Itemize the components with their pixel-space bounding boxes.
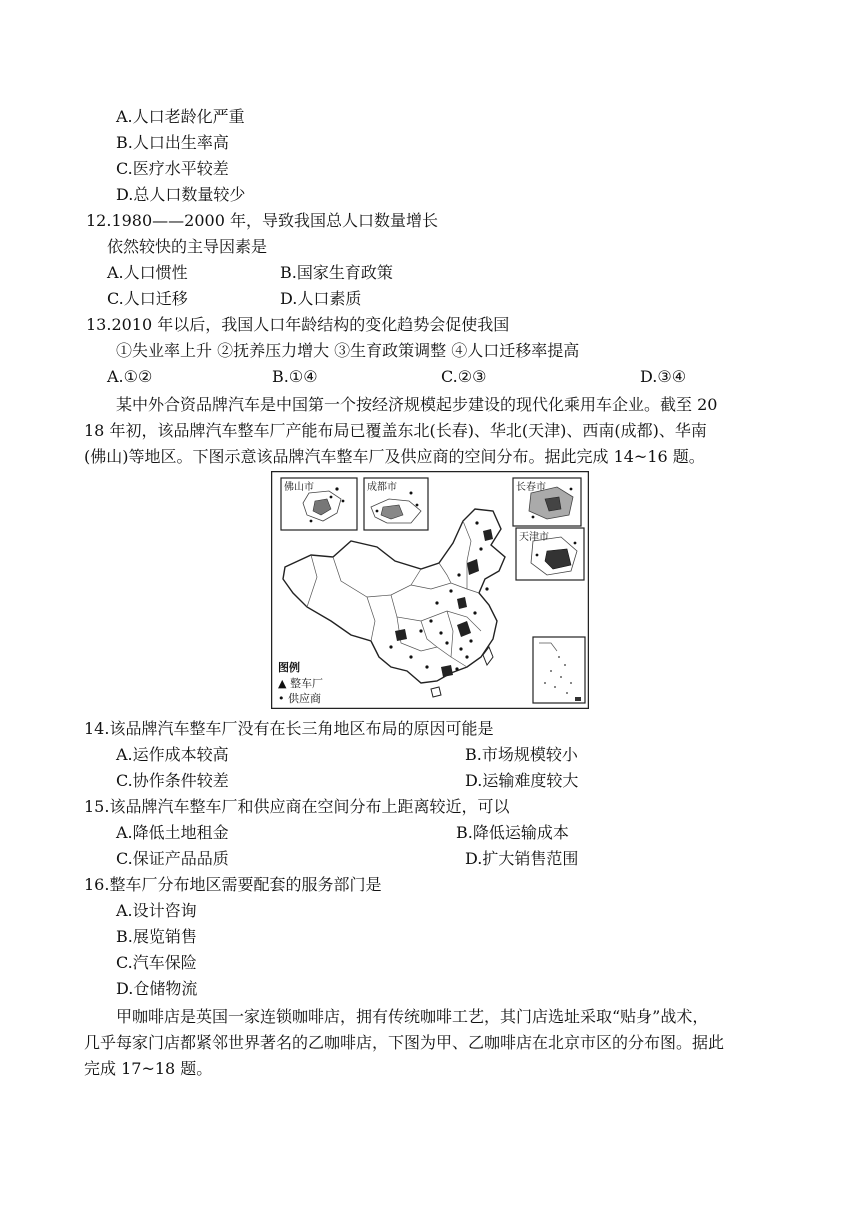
q13-option-d: D.③④ — [640, 367, 687, 386]
q15-option-b: B.降低运输成本 — [456, 823, 569, 842]
inset-tianjin — [516, 528, 584, 580]
q12-option-b: B.国家生育政策 — [280, 263, 393, 282]
inset-chengdu — [364, 478, 428, 530]
q15-option-d: D.扩大销售范围 — [465, 849, 579, 868]
inset-foshan — [281, 478, 357, 530]
q11-option-d: D.总人口数量较少 — [116, 185, 246, 204]
q13-option-c: C.②③ — [441, 367, 487, 386]
q11-option-c: C.医疗水平较差 — [116, 159, 229, 178]
q12-stem-line2: 依然较快的主导因素是 — [107, 237, 268, 256]
q12-option-a: A.人口惯性 — [107, 263, 188, 282]
q13-statements: ①失业率上升 ②抚养压力增大 ③生育政策调整 ④人口迁移率提高 — [116, 341, 580, 360]
south-china-sea-inset — [533, 637, 585, 703]
q13-option-b: B.①④ — [272, 367, 318, 386]
passage2-line3: 完成 17~18 题。 — [84, 1059, 213, 1078]
q14-option-d: D.运输难度较大 — [465, 771, 579, 790]
q13-stem: 13.2010 年以后，我国人口年龄结构的变化趋势会促使我国 — [86, 315, 510, 334]
q12-option-d: D.人口素质 — [280, 289, 362, 308]
q16-option-b: B.展览销售 — [116, 927, 197, 946]
passage1-line3: (佛山)等地区。下图示意该品牌汽车整车厂及供应商的空间分布。据此完成 14~16 题。 — [84, 447, 705, 466]
q16-stem: 16.整车厂分布地区需要配套的服务部门是 — [84, 875, 382, 894]
q15-stem: 15.该品牌汽车整车厂和供应商在空间分布上距离较近，可以 — [84, 797, 510, 816]
inset-changchun — [513, 478, 581, 526]
inset-changchun-label: 长春市 — [516, 482, 546, 493]
q16-option-a: A.设计咨询 — [116, 901, 197, 920]
inset-tianjin-label: 天津市 — [519, 532, 549, 543]
q16-option-d: D.仓储物流 — [116, 979, 198, 998]
passage2-line2: 几乎每家门店都紧邻世界著名的乙咖啡店，下图为甲、乙咖啡店在北京市区的分布图。据此 — [84, 1033, 725, 1052]
q15-option-a: A.降低土地租金 — [116, 823, 229, 842]
legend-assembly-plant: ▲ 整车厂 — [278, 677, 323, 690]
q14-option-c: C.协作条件较差 — [116, 771, 229, 790]
passage1-line1: 某中外合资品牌汽车是中国第一个按经济规模起步建设的现代化乘用车企业。截至 20 — [116, 395, 718, 414]
passage1-line2: 18 年初，该品牌汽车整车厂产能布局已覆盖东北(长春)、华北(天津)、西南(成都)、华南 — [84, 421, 707, 440]
q16-option-c: C.汽车保险 — [116, 953, 197, 972]
passage2-line1: 甲咖啡店是英国一家连锁咖啡店，拥有传统咖啡工艺，其门店选址采取“贴身”战术， — [116, 1007, 709, 1026]
q14-option-b: B.市场规模较小 — [465, 745, 578, 764]
q14-stem: 14.该品牌汽车整车厂没有在长三角地区布局的原因可能是 — [84, 719, 494, 738]
legend-title: 图例 — [278, 661, 300, 674]
q11-option-b: B.人口出生率高 — [116, 133, 229, 152]
q12-option-c: C.人口迁移 — [107, 289, 188, 308]
q15-option-c: C.保证产品品质 — [116, 849, 229, 868]
inset-chengdu-label: 成都市 — [367, 482, 397, 493]
q13-option-a: A.①② — [107, 367, 153, 386]
q14-option-a: A.运作成本较高 — [116, 745, 229, 764]
china-map-figure — [271, 471, 589, 709]
q11-option-a: A.人口老龄化严重 — [116, 107, 245, 126]
q12-stem-line1: 12.1980——2000 年，导致我国总人口数量增长 — [86, 211, 438, 230]
inset-foshan-label: 佛山市 — [284, 482, 314, 493]
legend-supplier: • 供应商 — [278, 692, 321, 705]
